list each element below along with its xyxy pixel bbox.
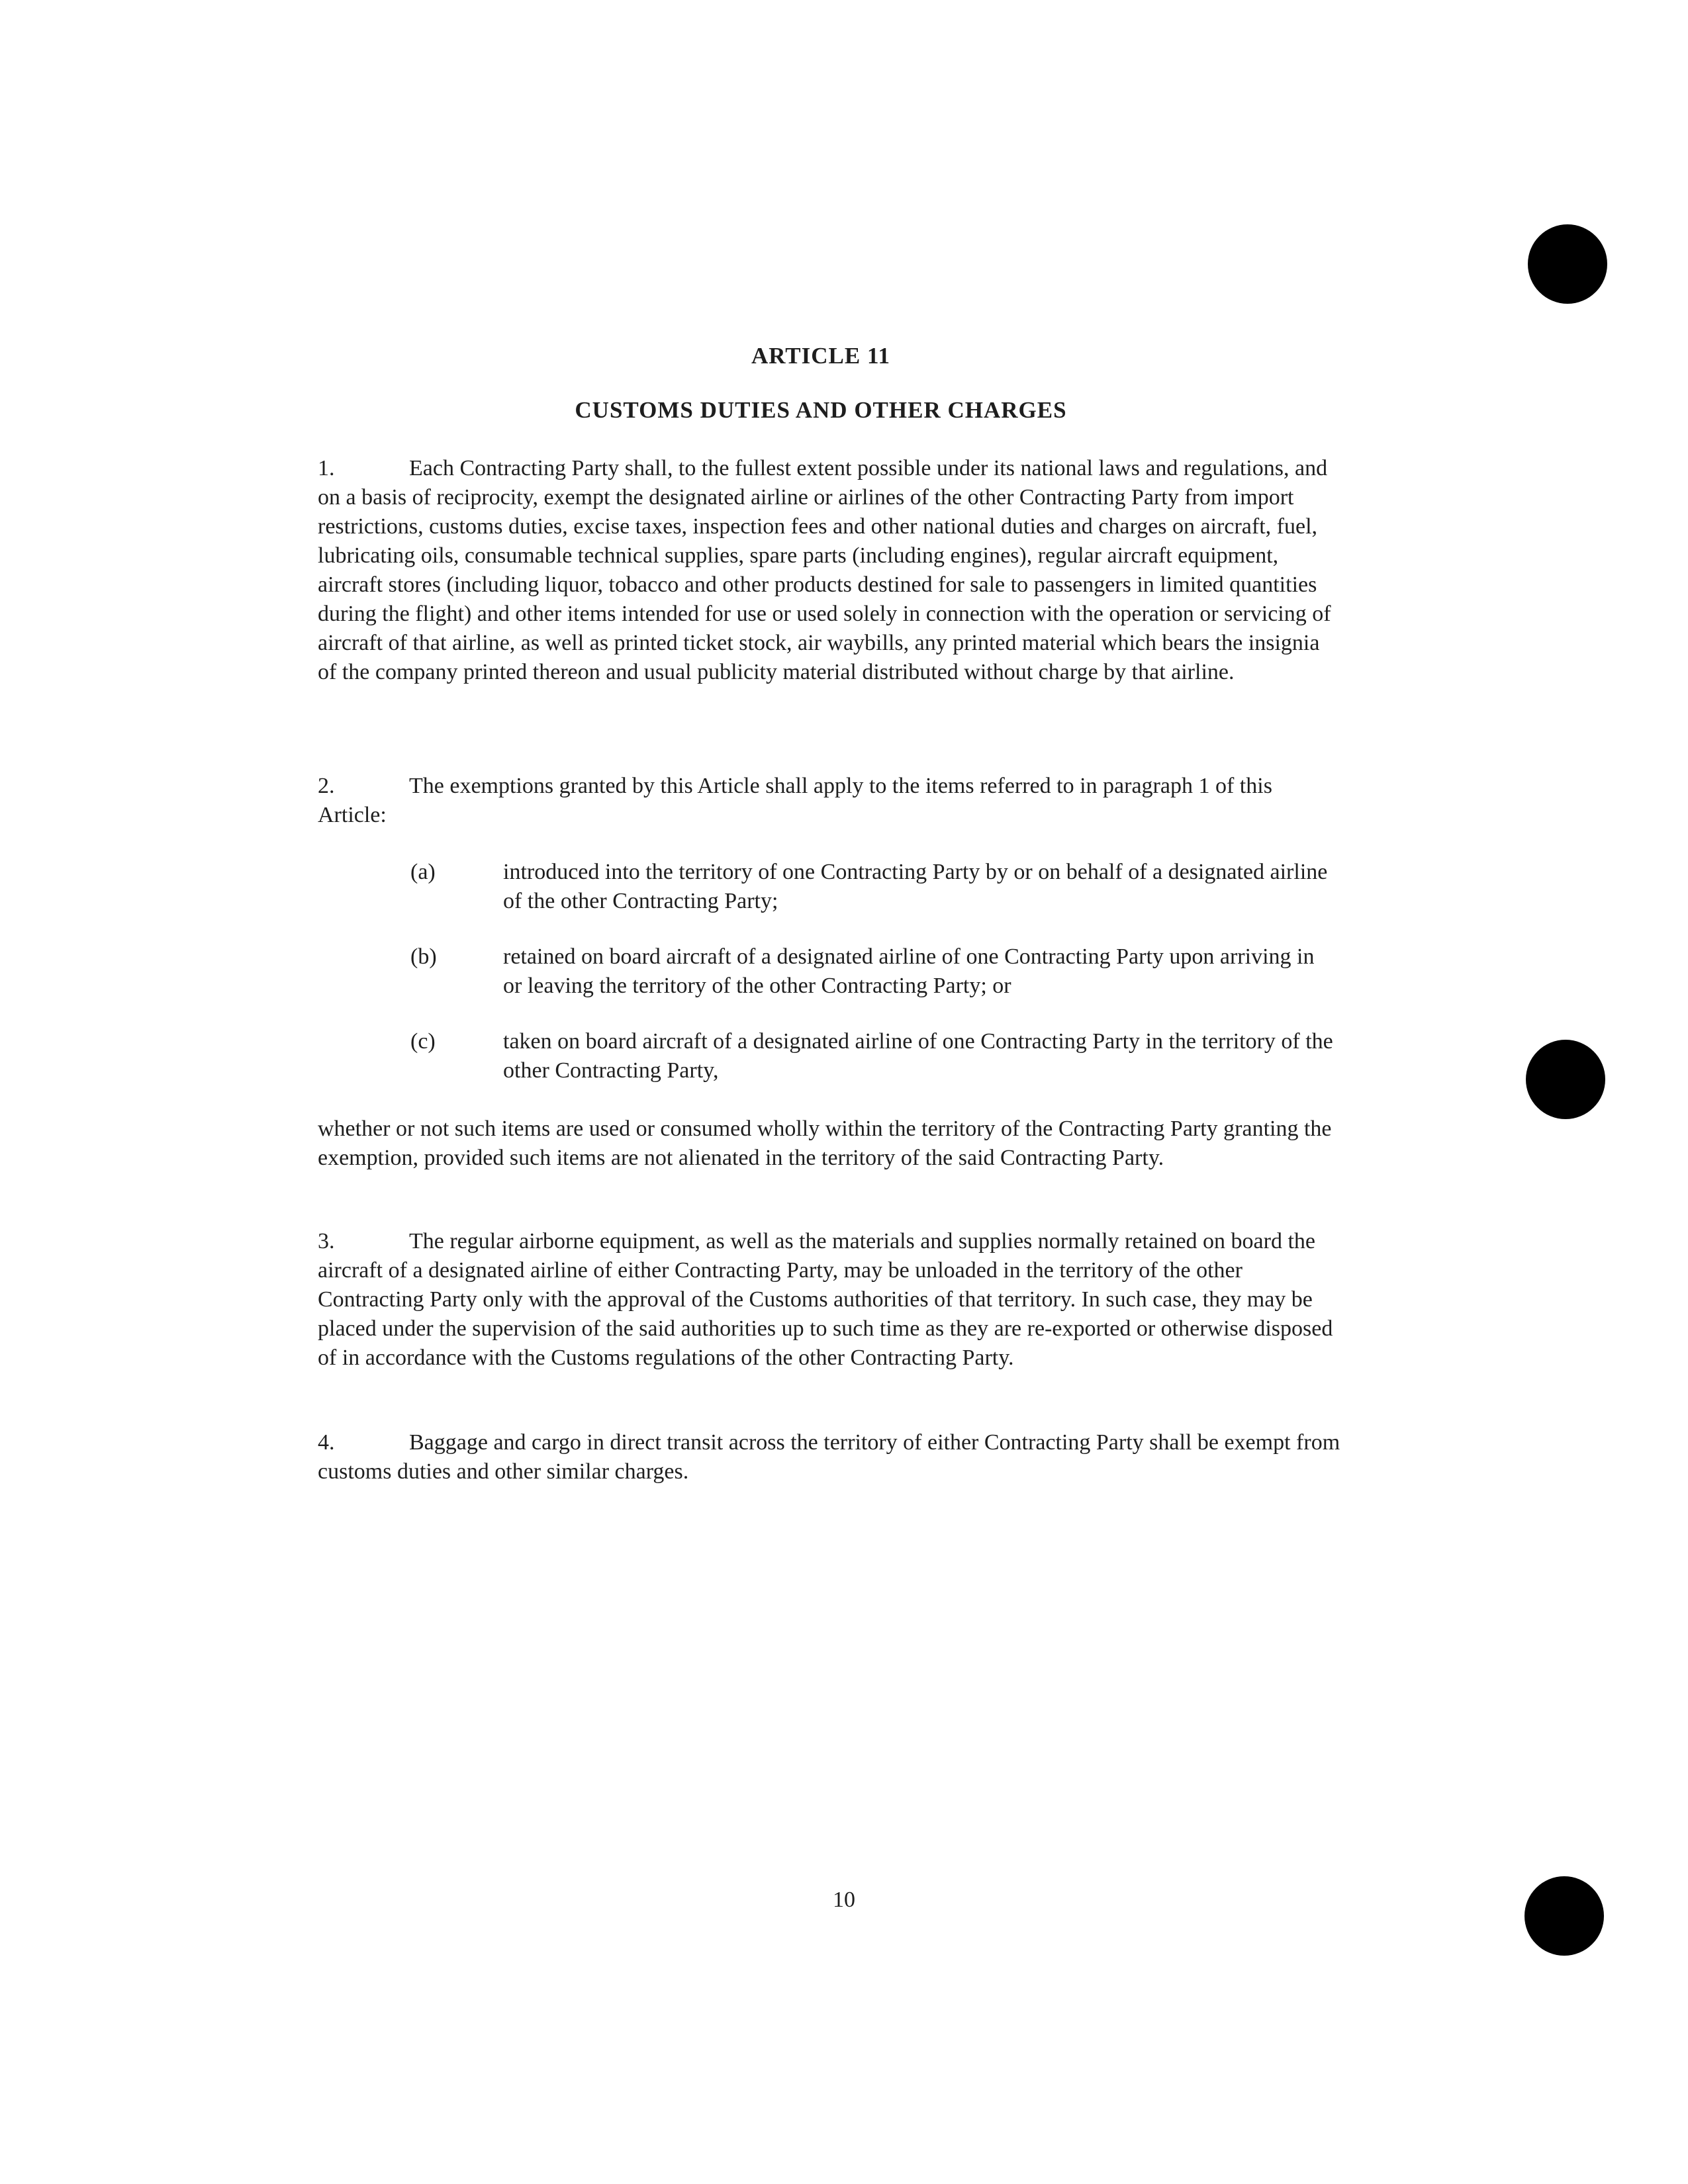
paragraph-text: The regular airborne equipment, as well as the materials and supplies normally retained on board the aircraft of a designated airline of either Contracting Party, may be unloaded in the territory of the other Contracting Party only with the approval of the Customs authorities of that territory. In such case, they may be placed under the supervision of the said authorities up to such time as they are re-exported or otherwise disposed of in accordance with the Customs regulations of the other Contracting Party.: [318, 1229, 1333, 1370]
paragraph-2: [318, 772, 1340, 830]
article-title-heading: CUSTOMS DUTIES AND OTHER CHARGES: [575, 397, 1067, 423]
punch-hole-bottom: [1524, 1876, 1604, 1956]
sub-item-label: (b): [410, 944, 437, 969]
sub-item-text: retained on board aircraft of a designated airline of one Contracting Party upon arriving in or leaving the territory of the other Contracting Party; or: [503, 944, 1315, 998]
paragraph-number: 2.: [318, 774, 335, 798]
paragraph-number: 4.: [318, 1430, 335, 1455]
punch-hole-top: [1528, 224, 1607, 304]
paragraph-text: Each Contracting Party shall, to the fullest extent possible under its national laws and regulations, and on a basis of reciprocity, exempt the designated airline or airlines of the other Contracting Party from import restrictions, customs duties, excise taxes, inspection fees and other national duties and charges on aircraft, fuel, lubricating oils, consumable technical supplies, spare parts (including engines), regular aircraft equipment, aircraft stores (including liquor, tobacco and other products destined for sale to passengers in limited quantities during the flight) and other items intended for use or used solely in connection with the operation or servicing of aircraft of that airline, as well as printed ticket stock, air waybills, any printed material which bears the insignia of the company printed thereon and usual publicity material distributed without charge by that airline.: [318, 456, 1331, 684]
paragraph-text: The exemptions granted by this Article shall apply to the items referred to in paragraph 1 of this Article:: [318, 774, 1272, 827]
paragraph-4: [318, 1428, 1340, 1486]
sub-item-text: taken on board aircraft of a designated airline of one Contracting Party in the territory of the other Contracting Party,: [503, 1029, 1333, 1083]
paragraph-number: 3.: [318, 1229, 335, 1253]
sub-item-label: (c): [410, 1029, 436, 1054]
punch-hole-middle: [1526, 1040, 1605, 1119]
paragraph-2-continuation: whether or not such items are used or consumed wholly within the territory of the Contracting Party granting the exemption, provided such items are not alienated in the territory of the said Contracting Party.: [318, 1116, 1332, 1170]
paragraph-number: 1.: [318, 456, 335, 480]
paragraph-text: Baggage and cargo in direct transit across the territory of either Contracting Party shall be exempt from customs duties and other similar charges.: [318, 1430, 1340, 1484]
page-number: 10: [833, 1888, 855, 1912]
paragraph-3: [318, 1227, 1340, 1373]
sub-item-label: (a): [410, 860, 436, 884]
paragraph-1: [318, 454, 1340, 687]
sub-item-text: introduced into the territory of one Contracting Party by or on behalf of a designated airline of the other Contracting Party;: [503, 860, 1328, 913]
article-number-heading: ARTICLE 11: [751, 343, 891, 369]
